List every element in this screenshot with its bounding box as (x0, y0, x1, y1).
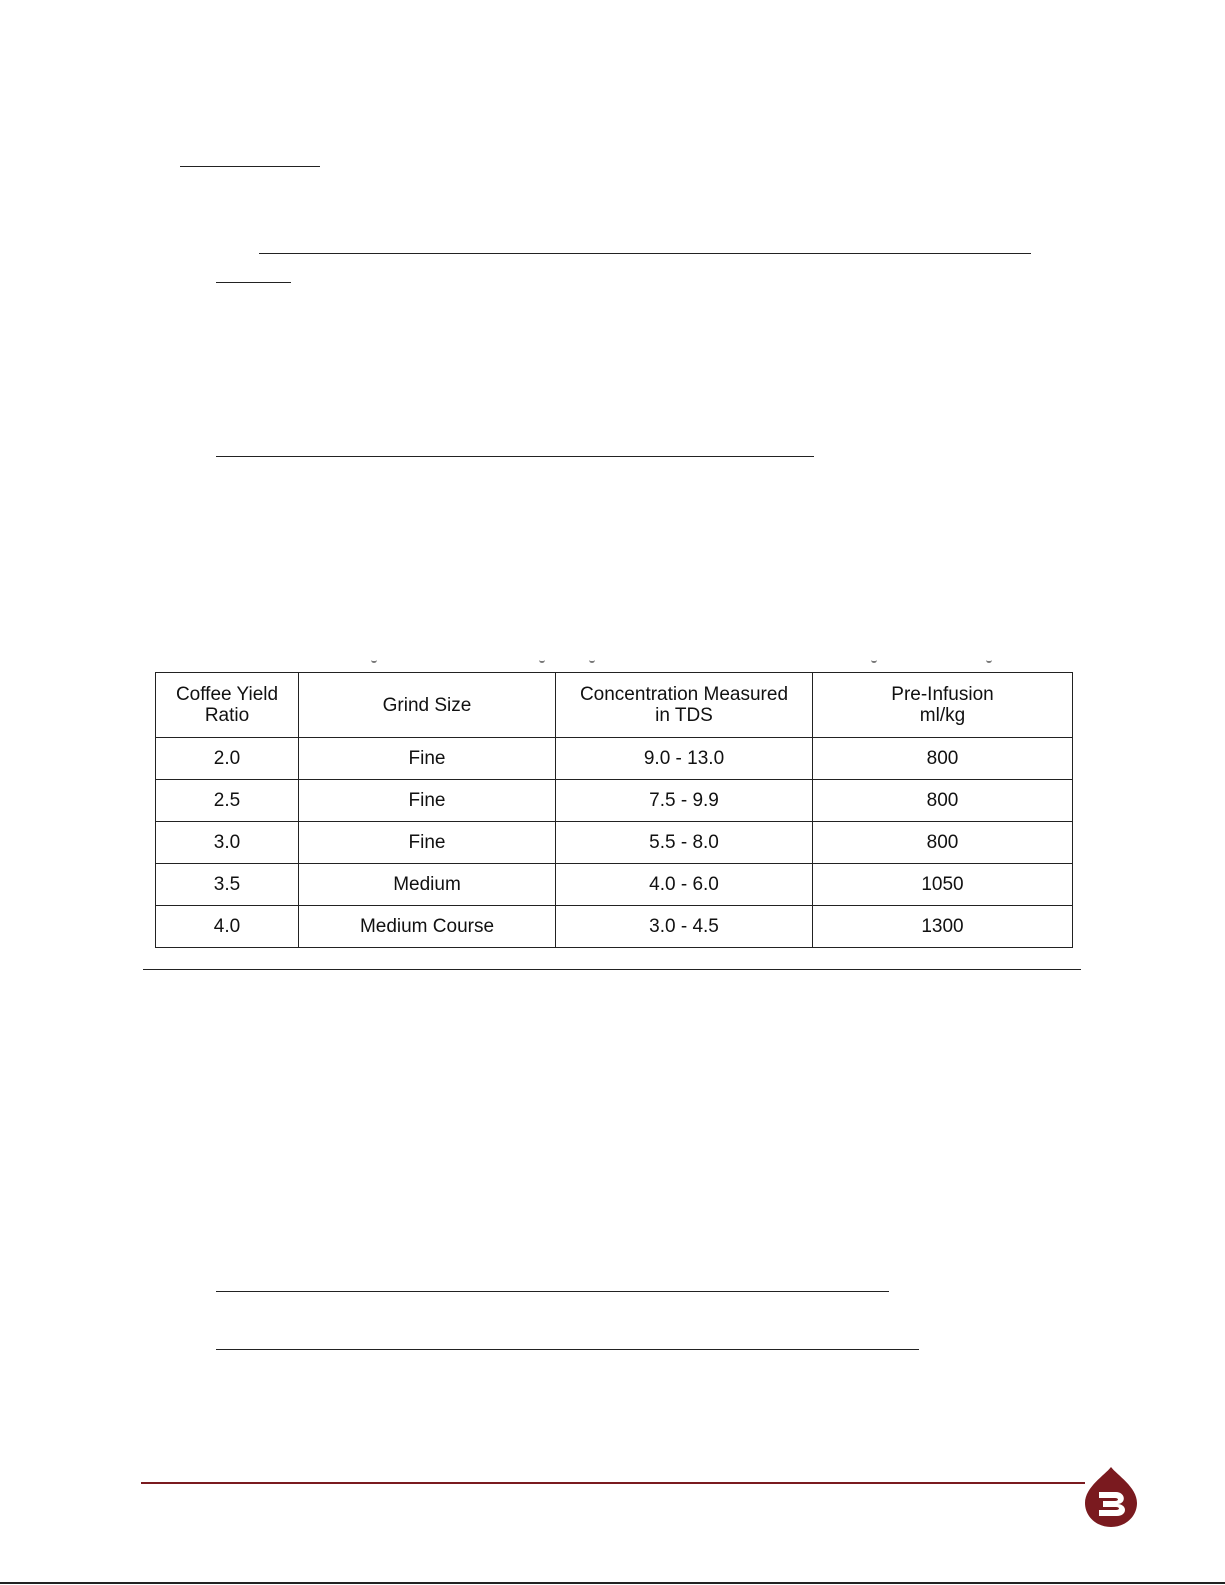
cell-grind-size: Medium (299, 864, 556, 906)
cell-concentration: 4.0 - 6.0 (556, 864, 813, 906)
section-underline-2 (216, 456, 814, 457)
clipped-text-fragment (155, 655, 1072, 665)
cell-grind-size: Fine (299, 738, 556, 780)
table-header-row (156, 673, 1073, 738)
header-grind-size: Grind Size (299, 673, 556, 738)
cell-concentration: 3.0 - 4.5 (556, 906, 813, 948)
cell-grind-size: Fine (299, 780, 556, 822)
brew-ratio-table-container (155, 672, 1072, 948)
cell-yield-ratio: 2.0 (156, 738, 299, 780)
section-underline-4 (216, 1349, 919, 1350)
section-underline-1-cont (216, 282, 291, 283)
brew-ratio-table (155, 672, 1073, 948)
heading-underline (180, 166, 320, 167)
footer-divider (141, 1482, 1085, 1484)
brand-logo-b-drop-icon (1083, 1465, 1139, 1529)
cell-pre-infusion: 800 (813, 780, 1073, 822)
section-underline-1 (259, 253, 1031, 254)
table-row (156, 864, 1073, 906)
cell-concentration: 7.5 - 9.9 (556, 780, 813, 822)
table-row (156, 822, 1073, 864)
cell-yield-ratio: 4.0 (156, 906, 299, 948)
cell-concentration: 9.0 - 13.0 (556, 738, 813, 780)
table-bottom-divider (143, 969, 1081, 970)
cell-grind-size: Fine (299, 822, 556, 864)
table-row (156, 906, 1073, 948)
header-coffee-yield-ratio: Coffee Yield Ratio (156, 673, 299, 738)
table-row (156, 738, 1073, 780)
header-pre-infusion: Pre-Infusion ml/kg (813, 673, 1073, 738)
cell-grind-size: Medium Course (299, 906, 556, 948)
table-row (156, 780, 1073, 822)
cell-pre-infusion: 800 (813, 822, 1073, 864)
section-underline-3 (216, 1291, 889, 1292)
page-bottom-edge (0, 1582, 1225, 1584)
cell-pre-infusion: 1300 (813, 906, 1073, 948)
cell-yield-ratio: 3.5 (156, 864, 299, 906)
cell-yield-ratio: 2.5 (156, 780, 299, 822)
cell-pre-infusion: 800 (813, 738, 1073, 780)
header-concentration-tds: Concentration Measured in TDS (556, 673, 813, 738)
cell-pre-infusion: 1050 (813, 864, 1073, 906)
cell-yield-ratio: 3.0 (156, 822, 299, 864)
cell-concentration: 5.5 - 8.0 (556, 822, 813, 864)
